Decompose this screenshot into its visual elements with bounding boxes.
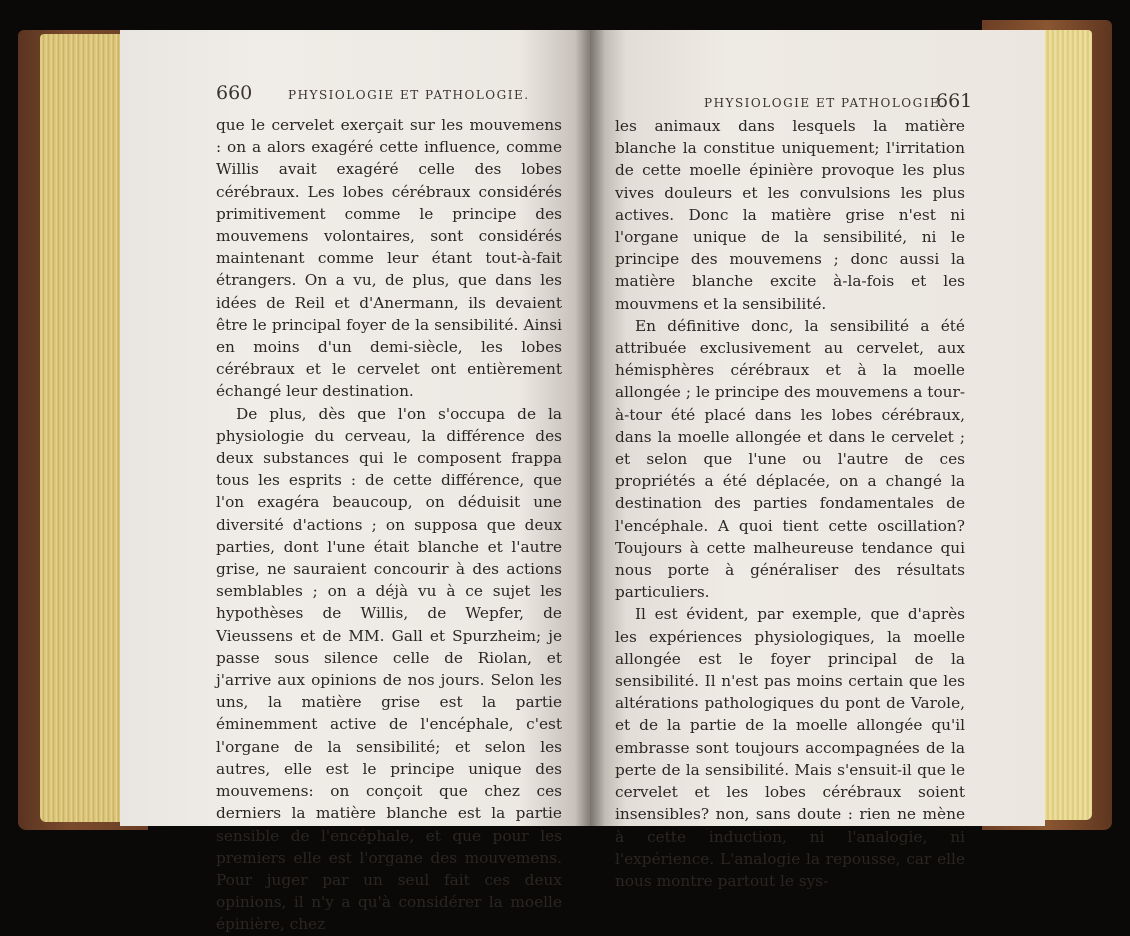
left-running-head: PHYSIOLOGIE ET PATHOLOGIE.	[288, 88, 530, 102]
paragraph: De plus, dès que l'on s'occupa de la physiologie du cerveau, la différence des deux substances qui le composent frappa tous les esprits : de cette différence, que l'on exagéra beaucoup, on déduisit une diversité d'actions ; on supposa que deux parties, dont l'une était blanche et l'autre grise, ne sauraient concourir à des actions semblables ; on a déjà vu à ce sujet les hypothèses de Willis, de Wepfer, de Vieussens et de MM. Gall et Spurzheim; je passe sous silence celle de Riolan, et j'arrive aux opinions de nos jours. Selon les uns, la matière grise est la partie éminemment active de l'encéphale, c'est l'organe de la sensibilité; et selon les autres, elle est le principe unique des mouvemens: on conçoit que chez ces derniers la matière blanche est la partie sensible de l'encéphale, et que pour les premiers elle est l'organe des mouvemens. Pour juger par un seul fait ces deux opinions, il n'y a qu'à considérer la moelle épinière, chez	[216, 404, 562, 934]
left-page-text	[216, 114, 562, 936]
right-page-edges	[1040, 30, 1092, 820]
paragraph: Il est évident, par exemple, que d'après les expériences physiologiques, la moelle allongée est le foyer principal de la sensibilité. Il n'est pas moins certain que les altérations pathologiques du pont de Varole, et de la partie de la moelle allongée qu'il embrasse sont toujours accompagnées de la perte de la sensibilité. Mais s'ensuit-il que le cervelet et les lobes cérébraux soient insensibles? non, sans doute : rien ne mène à cette induction, ni l'analogie, ni l'expérience. L'analogie la repousse, car elle nous montre partout le sys-	[615, 605, 965, 890]
left-page-number: 660	[216, 82, 253, 104]
right-page-number: 661	[936, 90, 973, 112]
left-page	[120, 30, 590, 934]
book-gutter	[575, 30, 605, 826]
right-page-text	[615, 115, 965, 892]
paragraph: En définitive donc, la sensibilité a été attribuée exclusivement au cervelet, aux hémisphères cérébraux et à la moelle allongée ; le principe des mouvemens a tour-à-tour été placé dans les lobes cérébraux, dans la moelle allongée et dans le cervelet ; et selon que l'une ou l'autre de ces propriétés a été déplacée, on a changé la destination des parties fondamentales de l'encéphale. A quoi tient cette oscillation? Toujours à cette malheureuse tendance qui nous porte à généraliser des résultats particuliers.	[615, 316, 965, 602]
right-page	[590, 30, 1045, 890]
paragraph: que le cervelet exerçait sur les mouvemens : on a alors exagéré cette influence, comme Willis avait exagéré celle des lobes cérébraux. Les lobes cérébraux considérés primitivement comme le principe des mouvemens volontaires, sont considérés maintenant comme leur étant tout-à-fait étrangers. On a vu, de plus, que dans les idées de Reil et d'Anermann, ils devaient être le principal foyer de la sensibilité. Ainsi en moins d'un demi-siècle, les lobes cérébraux et le cervelet ont entièrement échangé leur destination.	[216, 116, 562, 401]
paragraph: les animaux dans lesquels la matière blanche la constitue uniquement; l'irritation de cette moelle épinière provoque les plus vives douleurs et les convulsions les plus actives. Donc la matière grise n'est ni l'organe unique de la sensibilité, ni le principe des mouvemens ; donc aussi la matière blanche excite à-la-fois et les mouvmens et la sensibilité.	[615, 117, 965, 313]
right-running-head: PHYSIOLOGIE ET PATHOLOGIE.	[704, 96, 946, 110]
